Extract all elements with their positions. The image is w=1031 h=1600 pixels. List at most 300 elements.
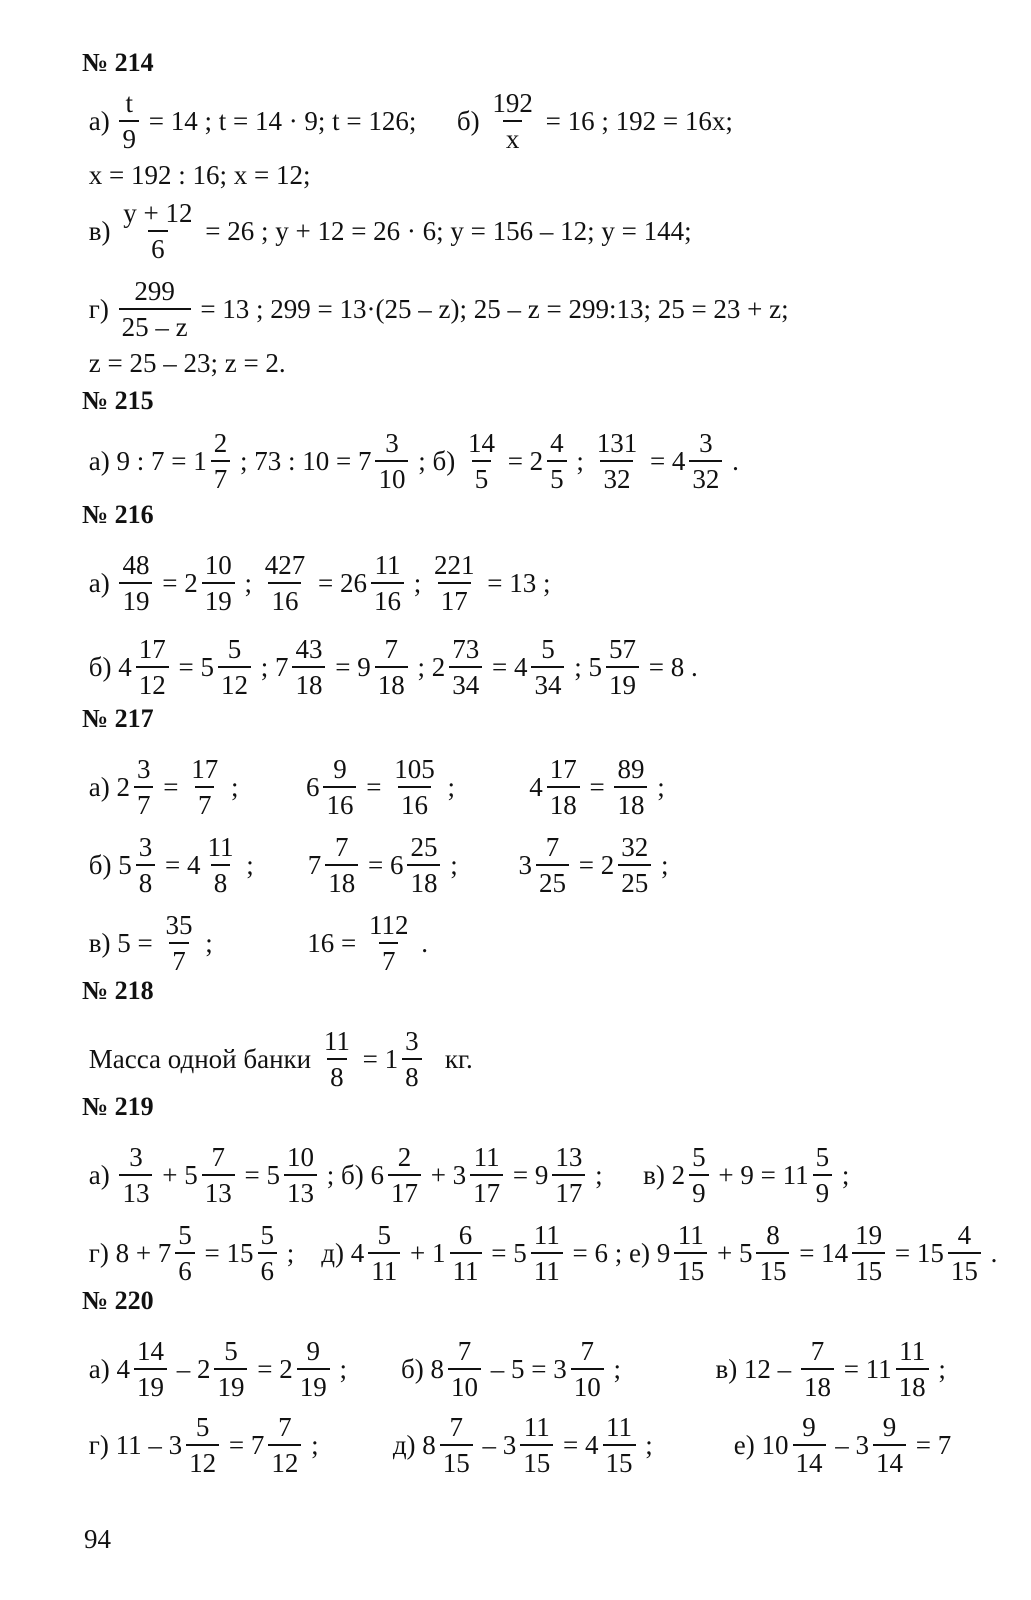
- math-text: в): [82, 216, 118, 246]
- math-text: ;: [410, 652, 432, 682]
- fraction: [547, 756, 580, 819]
- math-text: ;: [406, 568, 428, 598]
- solution-row: [82, 912, 435, 975]
- solution-row: [82, 90, 740, 153]
- mixed-number-whole: 10: [761, 1430, 789, 1460]
- mixed-number-whole: 4: [350, 1238, 365, 1268]
- fraction: [119, 552, 152, 615]
- fraction-numerator: 3: [136, 754, 151, 784]
- fraction-numerator: 7: [545, 832, 560, 862]
- fraction: [188, 756, 221, 819]
- math-text: ; д): [280, 1238, 351, 1268]
- math-text: =: [158, 850, 187, 880]
- mixed-number-whole: 9: [534, 1160, 549, 1190]
- fraction-numerator: 299: [134, 276, 175, 306]
- fraction: [618, 834, 651, 897]
- mixed-number-whole: 4: [116, 1354, 130, 1384]
- mixed-number-whole: 7: [307, 850, 322, 880]
- fraction: [262, 552, 309, 615]
- math-text: ;: [650, 772, 672, 802]
- fraction-numerator: 11: [677, 1220, 704, 1250]
- solution-row: [82, 834, 675, 897]
- fraction-numerator: 131: [596, 428, 638, 458]
- fraction: [211, 430, 231, 493]
- fraction-numerator: 10: [286, 1142, 314, 1172]
- fraction: [214, 1338, 247, 1401]
- fraction-numerator: 9: [882, 1412, 897, 1442]
- math-text: ;: [237, 568, 259, 598]
- mixed-number-whole: 2: [116, 772, 130, 802]
- fraction-denominator: 34: [531, 666, 564, 699]
- fraction-numerator: 57: [608, 634, 636, 664]
- fraction-denominator: 18: [801, 1368, 834, 1401]
- mixed-number-whole: 4: [671, 446, 686, 476]
- fraction: [536, 834, 569, 897]
- math-text: =: [250, 1354, 280, 1384]
- fraction-numerator: 7: [384, 634, 398, 664]
- fraction-numerator: 3: [129, 1142, 143, 1172]
- math-text: = 13 ; 299 = 13·(25 – z); 25 – z = 299:13; 25 = 23 + z;: [193, 294, 796, 324]
- fraction-numerator: 48: [122, 550, 150, 580]
- fraction: [440, 1414, 473, 1477]
- mixed-number-whole: 4: [529, 772, 543, 802]
- fraction-denominator: 17: [470, 1174, 503, 1207]
- math-text: –: [475, 1430, 503, 1460]
- mixed-number-whole: 5: [513, 1238, 527, 1268]
- fraction-denominator: 10: [375, 460, 408, 493]
- mixed-number-whole: 4: [118, 652, 132, 682]
- fraction-numerator: 25: [410, 832, 438, 862]
- fraction-numerator: 3: [405, 1026, 419, 1056]
- math-text: +: [155, 1160, 185, 1190]
- mixed-number-whole: 26: [339, 568, 367, 598]
- problem-header-220: № 220: [82, 1286, 154, 1315]
- math-text: –: [828, 1430, 856, 1460]
- fraction: [689, 430, 722, 493]
- fraction-numerator: 112: [368, 910, 409, 940]
- math-text: =: [237, 1160, 267, 1190]
- fraction: [202, 552, 235, 615]
- fraction-denominator: 14: [873, 1444, 906, 1477]
- fraction-numerator: y + 12: [123, 198, 193, 228]
- math-text: ;: [224, 772, 306, 802]
- math-text: ;: [569, 446, 591, 476]
- math-text: z = 25 – 23; z = 2.: [82, 348, 293, 378]
- fraction-denominator: 14: [793, 1444, 826, 1477]
- fraction-denominator: 25: [536, 864, 569, 897]
- fraction: [371, 552, 404, 615]
- fraction-numerator: 192: [492, 88, 533, 118]
- mixed-number-whole: 9: [357, 652, 371, 682]
- fraction: [813, 1144, 833, 1207]
- fraction-numerator: 3: [699, 428, 713, 458]
- fraction-denominator: 16: [398, 786, 431, 819]
- mixed-number-whole: 7: [250, 1430, 265, 1460]
- math-text: ; б): [411, 446, 462, 476]
- solution-row: [82, 278, 795, 341]
- fraction-denominator: 15: [756, 1252, 789, 1285]
- mixed-number-whole: 3: [168, 1430, 183, 1460]
- math-text: = 6 ; е): [565, 1238, 657, 1268]
- fraction-numerator: 11: [606, 1412, 633, 1442]
- math-text: ;: [567, 652, 589, 682]
- problem-header-215: № 215: [82, 386, 154, 415]
- fraction-denominator: 25 – z: [119, 308, 191, 341]
- mixed-number-whole: 5: [588, 652, 602, 682]
- math-text: ;: [835, 1160, 857, 1190]
- fraction-denominator: 8: [327, 1058, 347, 1091]
- math-text: .: [414, 928, 435, 958]
- math-text: =: [792, 1238, 822, 1268]
- fraction-denominator: 7: [211, 460, 231, 493]
- math-text: = 7: [909, 1430, 958, 1460]
- mixed-number-whole: 2: [431, 652, 446, 682]
- fraction-denominator: 18: [896, 1368, 929, 1401]
- math-text: ; в): [588, 1160, 672, 1190]
- fraction: [175, 1222, 195, 1285]
- mixed-number-whole: 7: [357, 446, 372, 476]
- mixed-number-whole: 1: [432, 1238, 446, 1268]
- fraction: [375, 430, 408, 493]
- fraction: [119, 278, 191, 341]
- math-text: ; б): [319, 1160, 371, 1190]
- fraction: [134, 1338, 167, 1401]
- mixed-number-whole: 3: [502, 1430, 517, 1460]
- fraction: [431, 552, 478, 615]
- math-text: кг.: [424, 1044, 480, 1074]
- fraction: [120, 200, 195, 263]
- fraction-denominator: 19: [214, 1368, 247, 1401]
- fraction-denominator: 6: [148, 230, 168, 263]
- fraction-numerator: 14: [136, 1336, 164, 1366]
- fraction-numerator: 43: [295, 634, 323, 664]
- solution-row: [82, 636, 704, 699]
- math-text: =: [171, 652, 201, 682]
- fraction-denominator: 18: [407, 864, 440, 897]
- fraction: [388, 1144, 421, 1207]
- fraction-numerator: 13: [555, 1142, 583, 1172]
- fraction-denominator: 7: [134, 786, 154, 819]
- fraction-numerator: 14: [467, 428, 495, 458]
- math-text: =: [155, 568, 185, 598]
- fraction-denominator: 11: [450, 1252, 482, 1285]
- fraction-numerator: 11: [374, 550, 401, 580]
- math-text: =: [197, 1238, 227, 1268]
- math-text: ;: [440, 772, 530, 802]
- math-text: ; в) 12 –: [606, 1354, 798, 1384]
- math-text: =: [506, 1160, 535, 1190]
- math-text: +: [403, 1238, 432, 1268]
- math-text: = 26 ; y + 12 = 26 · 6; y = 156 – 12; y = 144;: [198, 216, 699, 246]
- mixed-number-whole: 5: [266, 1160, 280, 1190]
- mixed-number-whole: 8: [430, 1354, 444, 1384]
- fraction-denominator: 15: [674, 1252, 707, 1285]
- fraction: [136, 834, 156, 897]
- fraction-denominator: 9: [813, 1174, 833, 1207]
- fraction-numerator: 2: [213, 428, 228, 458]
- mixed-number-whole: 4: [513, 652, 528, 682]
- fraction-numerator: 89: [617, 754, 645, 784]
- fraction: [450, 1222, 482, 1285]
- fraction-numerator: 7: [810, 1336, 825, 1366]
- fraction: [323, 756, 356, 819]
- math-text: =: [888, 1238, 917, 1268]
- mixed-number-whole: 5: [118, 850, 132, 880]
- mixed-number-whole: 15: [916, 1238, 944, 1268]
- fraction-denominator: 12: [136, 666, 169, 699]
- fraction-numerator: 7: [449, 1412, 464, 1442]
- fraction-denominator: 11: [368, 1252, 400, 1285]
- math-text: а): [82, 1160, 117, 1190]
- fraction: [531, 636, 564, 699]
- fraction-denominator: 16: [371, 582, 404, 615]
- solution-row: [82, 350, 292, 377]
- fraction-denominator: 19: [606, 666, 639, 699]
- math-text: =: [361, 850, 390, 880]
- solution-row: [82, 200, 698, 263]
- fraction-denominator: 16: [268, 582, 301, 615]
- mixed-number-whole: 6: [370, 1160, 384, 1190]
- fraction-numerator: 10: [204, 550, 232, 580]
- fraction-numerator: 3: [138, 832, 153, 862]
- fraction: [258, 1222, 278, 1285]
- fraction: [674, 1222, 707, 1285]
- fraction-denominator: 8: [211, 864, 231, 897]
- math-text: ; б): [332, 1354, 431, 1384]
- math-text: .: [725, 446, 746, 476]
- fraction-numerator: 5: [224, 1336, 238, 1366]
- fraction: [793, 1414, 826, 1477]
- fraction-numerator: 7: [334, 832, 349, 862]
- fraction-denominator: 17: [438, 582, 471, 615]
- fraction-denominator: 12: [186, 1444, 219, 1477]
- fraction-denominator: 9: [119, 120, 139, 153]
- fraction-numerator: 7: [580, 1336, 594, 1366]
- fraction-numerator: 73: [452, 634, 480, 664]
- mixed-number-whole: 5: [200, 652, 214, 682]
- fraction-denominator: 13: [284, 1174, 317, 1207]
- fraction-denominator: 6: [258, 1252, 278, 1285]
- fraction: [689, 1144, 709, 1207]
- fraction-numerator: 9: [306, 1336, 320, 1366]
- problem-header-219: № 219: [82, 1092, 154, 1121]
- math-text: = 14 ; t = 14 · 9; t = 126; б): [141, 106, 487, 136]
- math-text: x = 192 : 16; x = 12;: [82, 160, 318, 190]
- math-text: ;: [931, 1354, 953, 1384]
- mixed-number-whole: 6: [389, 850, 404, 880]
- fraction: [465, 430, 498, 493]
- fraction-denominator: 18: [547, 786, 580, 819]
- fraction: [402, 1028, 422, 1091]
- fraction-numerator: 2: [397, 1142, 412, 1172]
- mixed-number-whole: 2: [184, 568, 198, 598]
- fraction: [852, 1222, 885, 1285]
- fraction-numerator: 427: [264, 550, 306, 580]
- fraction-denominator: 17: [552, 1174, 585, 1207]
- fraction-denominator: x: [503, 120, 523, 153]
- mixed-number-whole: 3: [855, 1430, 870, 1460]
- fraction-denominator: 15: [520, 1444, 553, 1477]
- math-text: б): [82, 652, 119, 682]
- math-text: ; 16 =: [198, 928, 363, 958]
- problem-header-214: № 214: [82, 48, 154, 77]
- math-text: а) 9 : 7 =: [82, 446, 194, 476]
- fraction: [571, 1338, 604, 1401]
- fraction: [368, 1222, 400, 1285]
- math-text: а): [82, 106, 117, 136]
- math-text: а): [82, 772, 117, 802]
- fraction-numerator: 11: [899, 1336, 926, 1366]
- fraction: [119, 1144, 152, 1207]
- math-text: – 5 =: [483, 1354, 554, 1384]
- math-text: +: [710, 1238, 739, 1268]
- fraction: [391, 756, 438, 819]
- fraction-numerator: 17: [191, 754, 219, 784]
- fraction-numerator: 11: [523, 1412, 550, 1442]
- fraction-numerator: 5: [692, 1142, 706, 1172]
- fraction: [489, 90, 536, 153]
- fraction: [162, 912, 195, 975]
- fraction: [547, 430, 567, 493]
- fraction: [366, 912, 412, 975]
- fraction-numerator: 5: [195, 1412, 210, 1442]
- fraction-denominator: 18: [325, 864, 358, 897]
- mixed-number-whole: 11: [782, 1160, 809, 1190]
- fraction: [449, 636, 482, 699]
- fraction: [520, 1414, 553, 1477]
- mixed-number-whole: 5: [738, 1238, 753, 1268]
- fraction-denominator: 7: [379, 942, 399, 975]
- fraction-numerator: 7: [278, 1412, 292, 1442]
- fraction: [896, 1338, 929, 1401]
- fraction-denominator: 12: [268, 1444, 301, 1477]
- fraction: [448, 1338, 481, 1401]
- fraction: [594, 430, 641, 493]
- math-text: Масса одной банки: [82, 1044, 318, 1074]
- fraction: [531, 1222, 563, 1285]
- math-text: =: [836, 1354, 866, 1384]
- math-text: =: [355, 1044, 385, 1074]
- fraction-denominator: 7: [195, 786, 215, 819]
- fraction: [325, 834, 358, 897]
- fraction-numerator: 7: [457, 1336, 472, 1366]
- mixed-number-whole: 2: [671, 1160, 686, 1190]
- fraction: [756, 1222, 789, 1285]
- mixed-number-whole: 2: [529, 446, 544, 476]
- fraction-numerator: 17: [549, 754, 577, 784]
- fraction-denominator: 16: [323, 786, 356, 819]
- fraction: [614, 756, 647, 819]
- math-text: =: [582, 772, 612, 802]
- fraction-denominator: 10: [448, 1368, 481, 1401]
- fraction-numerator: 221: [433, 550, 475, 580]
- math-text: ; 73 : 10 =: [233, 446, 358, 476]
- fraction-numerator: 17: [138, 634, 166, 664]
- fraction-denominator: 6: [175, 1252, 195, 1285]
- fraction: [407, 834, 440, 897]
- mixed-number-whole: 7: [274, 652, 289, 682]
- fraction-denominator: 9: [689, 1174, 709, 1207]
- mixed-number-whole: 7: [157, 1238, 172, 1268]
- fraction: [801, 1338, 834, 1401]
- fraction-denominator: 15: [852, 1252, 885, 1285]
- math-text: =: [485, 652, 514, 682]
- fraction-denominator: 13: [202, 1174, 235, 1207]
- fraction-numerator: 6: [458, 1220, 473, 1250]
- fraction-denominator: 15: [948, 1252, 981, 1285]
- fraction-numerator: 5: [178, 1220, 192, 1250]
- mixed-number-whole: 15: [226, 1238, 254, 1268]
- fraction-numerator: 4: [957, 1220, 972, 1250]
- fraction: [268, 1414, 301, 1477]
- fraction-numerator: 9: [802, 1412, 816, 1442]
- fraction-denominator: 7: [169, 942, 189, 975]
- mixed-number-whole: 2: [600, 850, 615, 880]
- solution-row: [82, 1338, 953, 1401]
- math-text: = 13 ;: [480, 568, 558, 598]
- math-text: ;: [443, 850, 519, 880]
- solution-row: [82, 1414, 958, 1477]
- fraction-denominator: 5: [472, 460, 492, 493]
- math-text: =: [556, 1430, 586, 1460]
- fraction-denominator: 19: [297, 1368, 330, 1401]
- fraction-denominator: 15: [440, 1444, 473, 1477]
- fraction: [552, 1144, 585, 1207]
- fraction: [284, 1144, 317, 1207]
- fraction-numerator: 5: [260, 1220, 275, 1250]
- math-text: + 9 =: [711, 1160, 783, 1190]
- mixed-number-whole: 2: [279, 1354, 293, 1384]
- math-text: =: [643, 446, 672, 476]
- math-text: = 8 .: [641, 652, 705, 682]
- solution-row: [82, 552, 557, 615]
- fraction-numerator: 105: [394, 754, 435, 784]
- fraction-denominator: 18: [614, 786, 647, 819]
- math-text: =: [500, 446, 530, 476]
- mixed-number-whole: 14: [821, 1238, 849, 1268]
- fraction-denominator: 8: [136, 864, 156, 897]
- solution-row: [82, 1222, 1004, 1285]
- fraction: [470, 1144, 503, 1207]
- math-text: г): [82, 294, 116, 324]
- fraction-denominator: 18: [292, 666, 325, 699]
- problem-header-218: № 218: [82, 976, 154, 1005]
- fraction-denominator: 34: [449, 666, 482, 699]
- fraction: [948, 1222, 981, 1285]
- fraction: [375, 636, 408, 699]
- math-text: г) 8 +: [82, 1238, 158, 1268]
- mixed-number-whole: 9: [656, 1238, 671, 1268]
- math-text: ;: [253, 652, 275, 682]
- fraction: [202, 1144, 235, 1207]
- math-text: =: [156, 772, 186, 802]
- fraction-denominator: 12: [218, 666, 251, 699]
- fraction-denominator: 32: [600, 460, 633, 493]
- math-text: =: [484, 1238, 514, 1268]
- math-text: в) 5 =: [82, 928, 160, 958]
- math-text: =: [222, 1430, 251, 1460]
- mixed-number-whole: 8: [422, 1430, 436, 1460]
- mixed-number-whole: 1: [193, 446, 207, 476]
- fraction: [321, 1028, 353, 1091]
- fraction-numerator: 11: [473, 1142, 500, 1172]
- mixed-number-whole: 6: [305, 772, 320, 802]
- page-number: 94: [84, 1524, 111, 1554]
- fraction-numerator: 19: [855, 1220, 883, 1250]
- solution-row: [82, 162, 317, 189]
- fraction-numerator: 5: [377, 1220, 392, 1250]
- math-text: +: [423, 1160, 453, 1190]
